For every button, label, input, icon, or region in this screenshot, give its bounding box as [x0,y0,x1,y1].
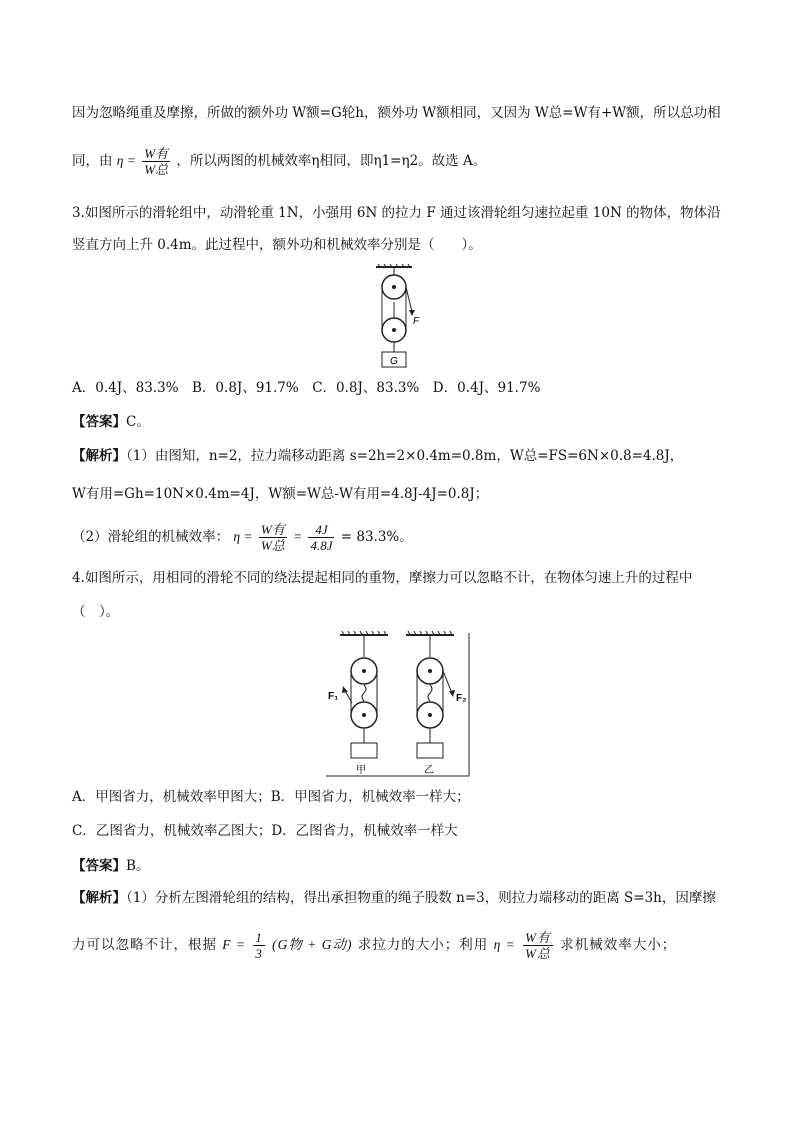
fraction-numerator: W有 [144,146,169,161]
analysis-line [72,888,722,908]
figure-label-right: 乙 [424,765,434,776]
text-fragment: ，所以两图的机械效率η相同，即η1=η2。故选 A。 [176,153,487,169]
answer-line [72,412,722,432]
fraction-numerator: W有 [260,522,285,537]
result-text: = 83.3%。 [340,529,413,545]
analysis-text: 力可以忽略不计，根据 [72,937,217,953]
eta-symbol: η = [493,937,516,952]
question-3-options: A．0.4J、83.3% B．0.8J、91.7% C．0.8J、83.3% D．0.4J、91.7% [72,380,541,396]
fraction-numerator: W有 [525,930,551,945]
fraction [142,146,170,177]
question-4-options: C．乙图省力，机械效率乙图大；D．乙图省力，机械效率一样大 [72,823,458,839]
analysis-line: W有用=Gh=10N×0.4m=4J，W额=W总-W有用=4.8J-4J=0.8J； [72,486,489,502]
analysis-line [72,930,722,961]
pulley-figure-q3 [370,264,430,372]
answer-line [72,856,722,876]
force-label-F2: F₂ [456,693,467,704]
analysis-text: （1）由图知，n=2，拉力端移动距离 s=2h=2×0.4m=0.8m，W总=FS=6N×0.8=4.8J， [126,448,684,464]
fraction-denominator: 3 [255,946,263,961]
fraction [259,522,287,553]
weight-label-G: G [390,356,398,367]
answer-tag: 【答案】 [72,414,126,430]
question-3-text: 3.如图所示的滑轮组中，动滑轮重 1N，小强用 6N 的拉力 F 通过该滑轮组匀速拉起重 10N 的物体，物体沿 [72,205,721,221]
fraction-denominator: W总 [144,162,169,177]
pulley-figure-q4 [326,631,472,779]
question-4-text: （ ）。 [72,604,120,620]
formula-text: (G物 + G动) [272,937,353,952]
answer-value: C。 [126,414,150,430]
fraction-denominator: W总 [260,538,285,553]
analysis-tag: 【解析】 [72,448,126,464]
eta-symbol: η = [116,153,136,168]
analysis-text: 求拉力的大小；利用 [357,937,489,953]
analysis-line: （2）滑轮组的机械效率： η = $\frac{\text{W有}}{\text{W总}}$ = $\frac{4J}{4.8J}$ = 83.3%。 [72,522,413,553]
force-label-F: F [413,316,420,327]
analysis-text: （1）分析左图滑轮组的结构，得出承担物重的绳子股数 n=3，则拉力端移动的距离 S=3h，因摩擦 [126,890,716,906]
text-line: 因为忽略绳重及摩擦，所做的额外功 W额=G轮h，额外功 W额相同，又因为 W总=W有+W额，所以总功相 [72,105,721,121]
question-4-text: 4.如图所示，用相同的滑轮不同的绕法提起相同的重物，摩擦力可以忽略不计，在物体匀速上升的过程中 [72,570,693,586]
fraction-denominator: W总 [525,946,551,961]
fraction [308,522,334,553]
eta-symbol: η = [233,529,253,544]
fraction-denominator: 4.8J [310,538,333,553]
answer-value: B。 [126,858,150,874]
fraction-numerator: 4J [308,522,334,538]
analysis-line [72,446,722,466]
question-4-options: A．甲图省力，机械效率甲图大；B．甲图省力，机械效率一样大； [72,789,470,805]
question-3-text: 竖直方向上升 0.4m。此过程中，额外功和机械效率分别是（ ）。 [72,237,482,253]
analysis-tag: 【解析】 [72,890,126,906]
analysis-text: 求机械效率大小； [560,937,677,953]
answer-tag: 【答案】 [72,858,126,874]
fraction [523,930,553,961]
force-symbol: F = [222,937,247,952]
fraction-numerator: 1 [255,930,263,945]
text-fragment: 同，由 [72,153,113,169]
fraction [253,930,265,961]
force-label-F1: F₁ [328,691,339,702]
text-line [72,146,722,177]
figure-label-left: 甲 [356,765,366,776]
analysis-text: （2）滑轮组的机械效率： [72,529,230,545]
